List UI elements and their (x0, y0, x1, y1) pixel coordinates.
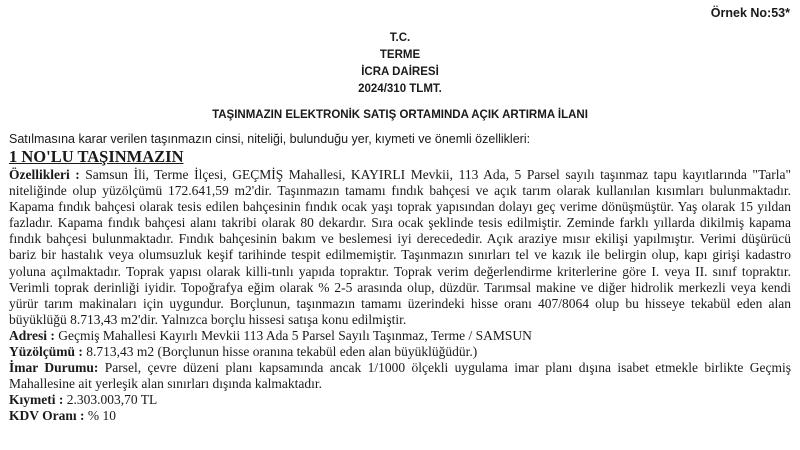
field-imar (9, 360, 791, 392)
header-line-terme: TERME (379, 49, 421, 61)
field-kdv-value: % 10 (84, 408, 117, 424)
section-heading: 1 NO'LU TAŞINMAZIN (9, 147, 184, 166)
field-ozellikleri (9, 167, 791, 328)
document-header (0, 30, 800, 98)
field-adres-label: Adresi : (9, 327, 55, 343)
property-section (9, 147, 791, 425)
field-imar-label: İmar Durumu: (9, 360, 99, 376)
field-yuzolcumu-label: Yüzölçümü : (9, 344, 83, 360)
field-kdv-label: KDV Oranı : (9, 408, 85, 424)
field-adres-value: Geçmiş Mahallesi Kayırlı Mevkii 113 Ada 5 Parsel Sayılı Taşınmaz, Terme / SAMSUN (54, 327, 532, 343)
field-ozellikleri-label: Özellikleri : (9, 167, 80, 182)
field-adres (9, 328, 791, 344)
field-yuzolcumu-value: 8.713,43 m2 (Borçlunun hisse oranına tekabül eden alan büyüklüğüdür.) (82, 344, 478, 360)
field-kiymeti-label: Kıymeti : (9, 392, 64, 408)
field-kiymeti (9, 392, 791, 408)
field-yuzolcumu (9, 344, 791, 360)
intro-text: Satılmasına karar verilen taşınmazın cinsi, niteliği, bulunduğu yer, kıymeti ve önemli özellikleri: (9, 132, 531, 146)
header-line-file-number: 2024/310 TLMT. (358, 83, 442, 95)
field-kdv (9, 408, 791, 424)
field-ozellikleri-value: Samsun İli, Terme İlçesi, GEÇMİŞ Mahallesi, KAYIRLI Mevkii, 113 Ada, 5 Parsel sayılı taşınmaz tapu kayıtlarında "Tarla" niteliğinde olup yüzölçümü 172.641,59 m2'dir. Taşınmazın tamamı fındık bahçesi ve açık tarım olarak kullanılan kısımları bulunmaktadır. Kapama fındık bahçesi olarak tesis edilen bahçesinin fındık ocak yaşı toprak yapısından dolayı geç verime dönüşmüştür. Yaş olarak 15 yıldan fazladır. Kapama fındık bahçesi alanı takribi olarak 80 dekardır. Sıra ocak şeklinde tesis edilmiştir. Zeminde farklı yıllarda dikilmiş kapama fındık bahçesi bulunmaktadır. Fındık bahçesinin bakım ve beslemesi iyi derecededir. Açık araziye mısır ekilişi yapılmıştır. Verimi düşürücü bariz bir hastalık veya olumsuzluk keşif tarihinde tespit edilmemiştir. Taşınmazın sınırları tel ve kazık ile belirgin olup, kapı girişi kadastro yoluna açılmaktadır. Toprak yapısı olarak killi-tınlı yapıda topraktır. Toprak verim değerlendirme kriterlerine göre I. veya II. sınıf topraktır. Verimli toprak derinliği iyidir. Topoğrafya eğim olarak % 2-5 arasında olup, düzdür. Tarımsal makine ve diğer hidrolik merkezli veya kendi yürür tarım makinaları için uygundur. Borçlunun, taşınmazın tamamı üzerindeki hisse oranı 407/8064 olup bu hisseye tekabül eden alan büyüklüğü 8.713,43 m2'dir. Yalnızca borçlu hissesi satışa konu edilmiştir. (9, 167, 791, 327)
field-imar-value: Parsel, çevre düzeni planı kapsamında ancak 1/1000 ölçekli uygulama imar planı dışına isabet etmekle birlikte Geçmiş Mahallesine ait yerleşik alan sınırları dışında kalmaktadır. (9, 360, 791, 392)
field-kiymeti-value: 2.303.003,70 TL (63, 392, 158, 408)
document-title: TAŞINMAZIN ELEKTRONİK SATIŞ ORTAMINDA AÇIK ARTIRMA İLANI (212, 109, 588, 121)
example-number: Örnek No:53* (710, 6, 790, 20)
header-line-tc: T.C. (389, 32, 411, 44)
header-line-icra-dairesi: İCRA DAİRESİ (361, 66, 439, 78)
